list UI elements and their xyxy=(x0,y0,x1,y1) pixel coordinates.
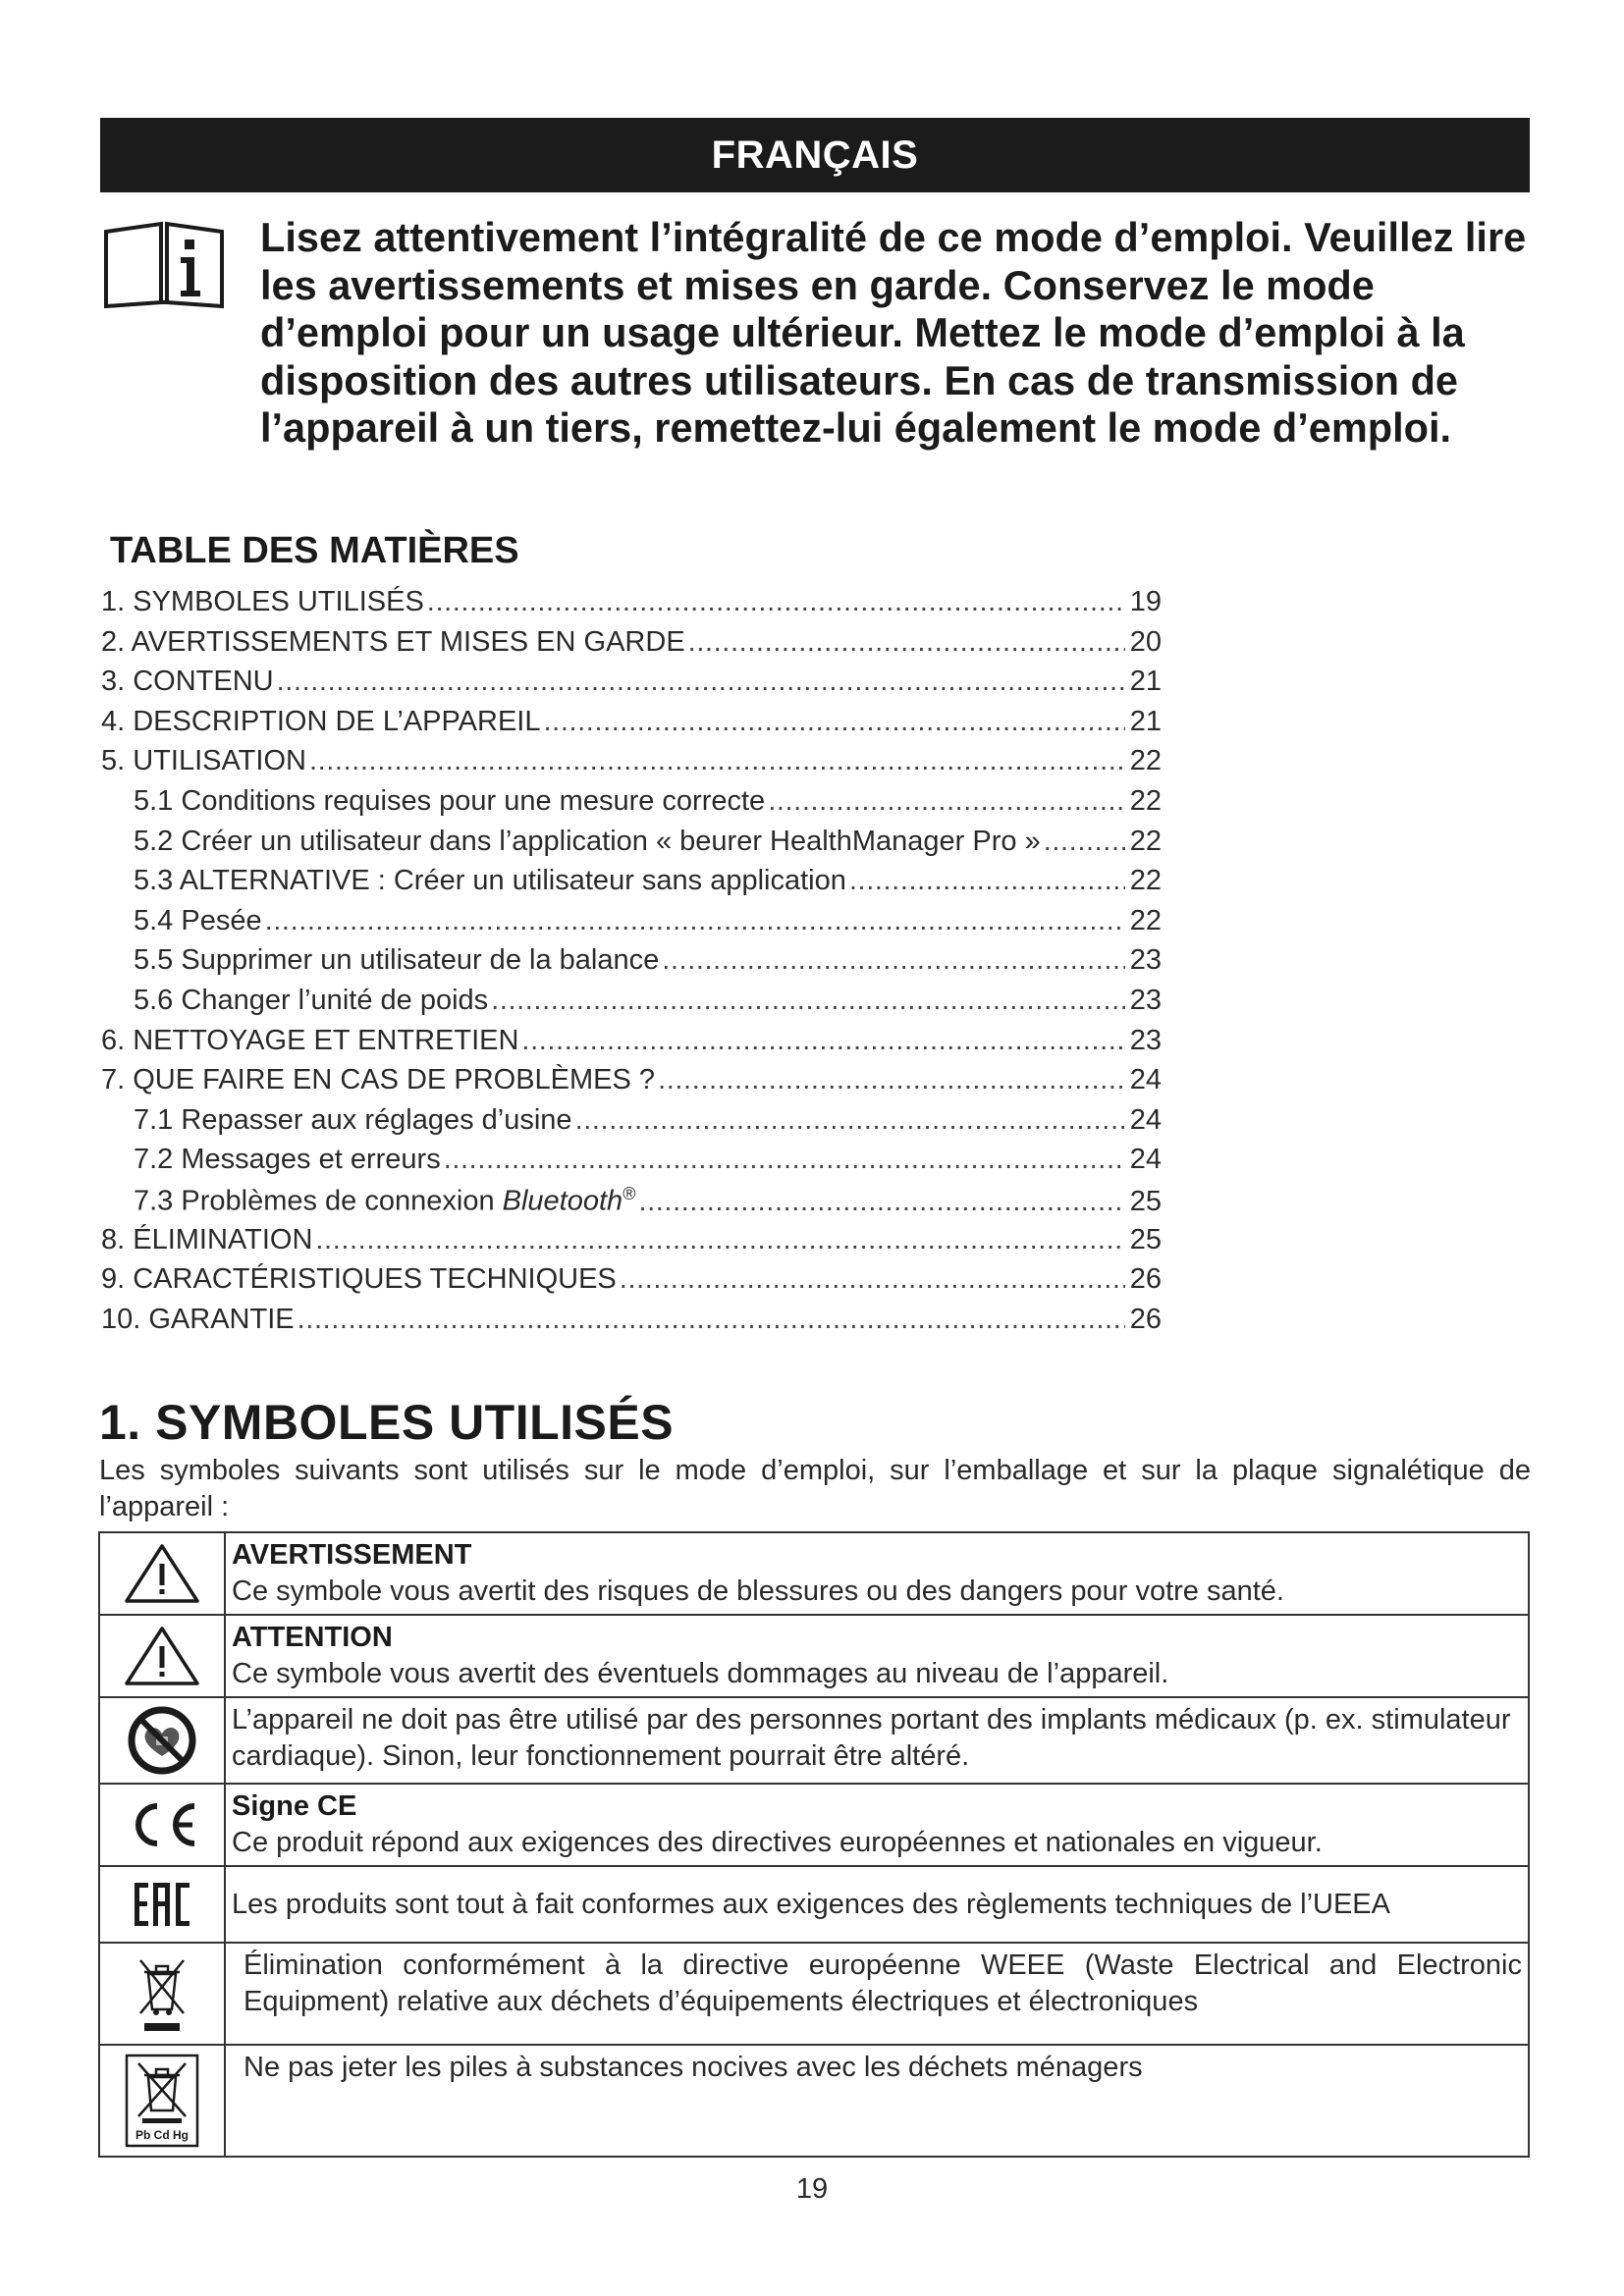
symbol-icon-cell xyxy=(99,1866,225,1943)
toc-leader xyxy=(849,865,1125,897)
toc-item-page: 24 xyxy=(1129,1103,1162,1136)
symbol-title: Signe CE xyxy=(232,1790,357,1822)
symbol-description: L’appareil ne doit pas être utilisé par des personnes portant des implants médicaux (p. ex. stimulateur cardiaque). Sinon, leur fonctionnement pourrait être altéré. xyxy=(232,1704,1511,1772)
toc-item-page: 24 xyxy=(1129,1144,1162,1176)
toc-item-page: 23 xyxy=(1129,984,1162,1016)
toc-item[interactable] xyxy=(101,1025,1162,1065)
symbol-row xyxy=(99,2045,1529,2157)
toc-leader xyxy=(265,905,1125,937)
toc-leader xyxy=(1044,826,1125,858)
toc-item-page: 26 xyxy=(1129,1303,1162,1335)
toc-item-page: 24 xyxy=(1129,1064,1162,1096)
toc-item-label: 5.6 Changer l’unité de poids xyxy=(134,984,489,1016)
symbol-row xyxy=(99,1943,1529,2045)
page-number: 19 xyxy=(795,2173,829,2205)
section-title: 1. SYMBOLES UTILISÉS xyxy=(99,1395,675,1450)
toc-item[interactable] xyxy=(101,1224,1162,1264)
symbol-icon-cell xyxy=(99,1615,225,1697)
toc-item[interactable] xyxy=(101,626,1162,667)
intro-notice: Lisez attentivement l’intégralité de ce mode d’emploi. Veuillez lire les avertissements et mises en garde. Conservez le mode d’emploi pour un usage ultérieur. Mettez le mode d’emploi à la disposition des autres utilisateurs. En cas de transmission de l’appareil à un tiers, remettez-lui également le mode d’emploi. xyxy=(260,214,1527,451)
toc-item-page: 21 xyxy=(1129,705,1162,737)
symbol-icon-cell xyxy=(99,2045,225,2157)
toc-item-label: 5.1 Conditions requises pour une mesure correcte xyxy=(134,784,766,817)
toc-item-label: 4. DESCRIPTION DE L’APPAREIL xyxy=(101,705,541,737)
battery-bin-icon xyxy=(123,2052,201,2150)
toc-item-page: 23 xyxy=(1129,944,1162,977)
toc-subitem[interactable] xyxy=(101,826,1162,866)
toc-item-page: 21 xyxy=(1129,666,1162,698)
symbol-icon-cell xyxy=(99,1943,225,2045)
toc-leader xyxy=(491,985,1125,1017)
toc-item-page: 22 xyxy=(1129,825,1162,857)
toc-leader xyxy=(315,1224,1125,1256)
toc-item-label: 5.5 Supprimer un utilisateur de la balance xyxy=(134,944,660,977)
symbol-text-cell xyxy=(225,1697,1529,1784)
table-of-contents xyxy=(101,586,1162,1343)
symbol-icon-cell xyxy=(99,1697,225,1784)
symbol-row xyxy=(99,1615,1529,1697)
toc-item-label xyxy=(134,1184,635,1218)
symbol-text-cell xyxy=(225,1866,1529,1943)
weee-bin-icon xyxy=(135,1952,189,2035)
toc-subitem[interactable] xyxy=(101,905,1162,945)
toc-item-label: 8. ÉLIMINATION xyxy=(101,1223,313,1255)
toc-leader xyxy=(638,1186,1125,1218)
toc-item[interactable] xyxy=(101,745,1162,785)
symbols-table xyxy=(98,1531,1530,2158)
toc-leader xyxy=(768,785,1125,818)
toc-subitem[interactable] xyxy=(101,785,1162,826)
toc-item[interactable] xyxy=(101,1263,1162,1304)
toc-item-label: 2. AVERTISSEMENTS ET MISES EN GARDE xyxy=(101,625,685,658)
warning-triangle-icon xyxy=(123,1542,201,1605)
toc-leader xyxy=(277,666,1125,698)
symbol-text-cell xyxy=(225,1615,1529,1697)
toc-item-page: 25 xyxy=(1129,1223,1162,1255)
symbol-text-cell xyxy=(225,2045,1529,2157)
symbol-text-cell xyxy=(225,1784,1529,1866)
symbol-description: Les produits sont tout à fait conformes aux exigences des règlements techniques de l’UEEA xyxy=(232,1888,1390,1920)
toc-item-label-em: Bluetooth xyxy=(502,1185,623,1217)
toc-item-label: 1. SYMBOLES UTILISÉS xyxy=(101,586,424,617)
toc-item-label: 5.3 ALTERNATIVE : Créer un utilisateur sans application xyxy=(134,865,846,897)
symbol-icon-cell xyxy=(99,1532,225,1615)
toc-leader xyxy=(444,1144,1125,1176)
symbol-description: Ne pas jeter les piles à substances nocives avec les déchets ménagers xyxy=(244,2052,1143,2083)
battery-chemistry-label: Pb Cd Hg xyxy=(135,2128,189,2142)
language-title: FRANÇAIS xyxy=(711,133,919,177)
language-banner xyxy=(100,118,1530,192)
warning-triangle-icon xyxy=(123,1625,201,1687)
toc-item-label: 5.4 Pesée xyxy=(134,904,262,936)
toc-leader xyxy=(662,944,1125,977)
toc-subitem[interactable] xyxy=(101,1104,1162,1145)
toc-item-label: 5.2 Créer un utilisateur dans l’application « beurer HealthManager Pro » xyxy=(134,825,1041,857)
toc-title: TABLE DES MATIÈRES xyxy=(110,530,519,571)
symbol-description: Ce produit répond aux exigences des directives européennes et nationales en vigueur. xyxy=(232,1827,1323,1858)
toc-item-page: 19 xyxy=(1129,586,1162,617)
toc-item[interactable] xyxy=(101,1304,1162,1344)
toc-item-page: 22 xyxy=(1129,784,1162,817)
no-pacemaker-icon xyxy=(127,1705,197,1776)
toc-item-label: 9. CARACTÉRISTIQUES TECHNIQUES xyxy=(101,1263,617,1296)
toc-item[interactable] xyxy=(101,1064,1162,1104)
toc-item-page: 25 xyxy=(1129,1185,1162,1217)
symbol-text-cell xyxy=(225,1943,1529,2045)
toc-item-page: 22 xyxy=(1129,865,1162,897)
toc-subitem[interactable] xyxy=(101,1184,1162,1224)
toc-subitem[interactable] xyxy=(101,1144,1162,1184)
toc-item-page: 20 xyxy=(1129,625,1162,658)
section-intro: Les symboles suivants sont utilisés sur le mode d’emploi, sur l’emballage et sur la plaque signalétique de l’appareil : xyxy=(99,1455,1531,1522)
toc-subitem[interactable] xyxy=(101,944,1162,985)
info-manual-icon xyxy=(102,218,226,312)
toc-subitem[interactable] xyxy=(101,985,1162,1025)
toc-item-label: 10. GARANTIE xyxy=(101,1303,295,1335)
toc-item-label-sup: ® xyxy=(623,1183,636,1203)
toc-leader xyxy=(521,1025,1125,1057)
toc-leader xyxy=(658,1064,1125,1096)
toc-leader xyxy=(309,745,1125,777)
symbol-description: Ce symbole vous avertit des éventuels dommages au niveau de l’appareil. xyxy=(232,1658,1169,1689)
toc-leader xyxy=(544,706,1126,738)
toc-item[interactable] xyxy=(101,666,1162,706)
symbol-description: Ce symbole vous avertit des risques de blessures ou des dangers pour votre santé. xyxy=(232,1575,1284,1607)
symbol-row xyxy=(99,1866,1529,1943)
toc-leader xyxy=(427,586,1125,618)
toc-item-label: 3. CONTENU xyxy=(101,666,274,698)
toc-item-label: 7. QUE FAIRE EN CAS DE PROBLÈMES ? xyxy=(101,1064,656,1096)
toc-item-label: 5. UTILISATION xyxy=(101,745,306,777)
toc-item-page: 22 xyxy=(1129,745,1162,777)
toc-item-label: 7.1 Repasser aux réglages d’usine xyxy=(134,1103,572,1136)
toc-item-label: 7.2 Messages et erreurs xyxy=(134,1144,441,1176)
toc-item-page: 22 xyxy=(1129,904,1162,936)
toc-leader xyxy=(298,1304,1125,1336)
symbol-row xyxy=(99,1532,1529,1615)
symbol-row xyxy=(99,1697,1529,1784)
symbol-title: AVERTISSEMENT xyxy=(232,1539,472,1571)
toc-leader xyxy=(620,1263,1125,1296)
toc-subitem[interactable] xyxy=(101,865,1162,905)
ce-mark-icon xyxy=(126,1800,198,1849)
toc-leader xyxy=(575,1104,1125,1137)
toc-item[interactable] xyxy=(101,706,1162,746)
symbol-description: Élimination conformément à la directive européenne WEEE (Waste Electrical and Electronic Equipment) relative aux déchets d’équipements électriques et électroniques xyxy=(244,1949,1522,2017)
symbol-icon-cell xyxy=(99,1784,225,1866)
toc-item-page: 26 xyxy=(1129,1263,1162,1296)
symbol-title: ATTENTION xyxy=(232,1622,393,1653)
toc-leader xyxy=(688,626,1125,659)
eac-mark-icon xyxy=(131,1879,193,1930)
symbol-text-cell xyxy=(225,1532,1529,1615)
toc-item-label: 6. NETTOYAGE ET ENTRETIEN xyxy=(101,1024,519,1056)
toc-item[interactable] xyxy=(101,586,1162,626)
toc-item-page: 23 xyxy=(1129,1024,1162,1056)
toc-item-label-text: 7.3 Problèmes de connexion xyxy=(134,1185,495,1217)
symbol-row xyxy=(99,1784,1529,1866)
